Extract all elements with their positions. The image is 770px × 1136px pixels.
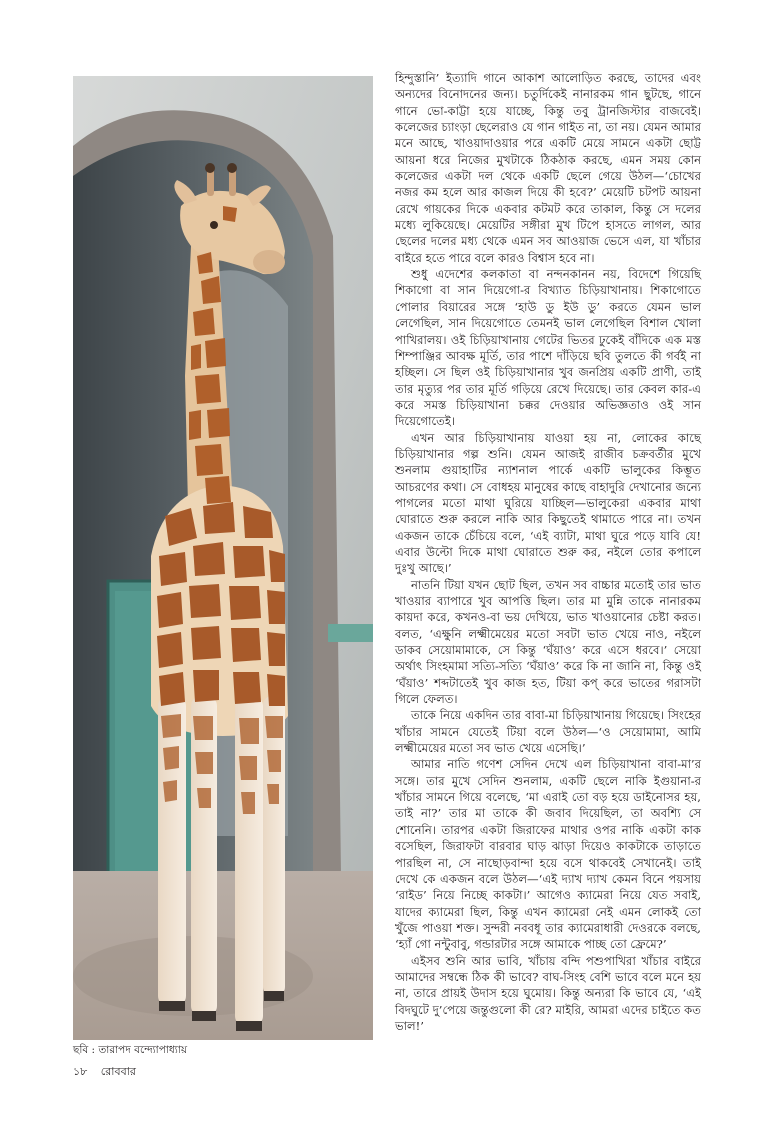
article-paragraph: শুধু এদেশের কলকাতা বা নন্দনকানন নয়, বিদেশে গিয়েছি শিকাগো বা সান দিয়েগো-র বিখ্যাত চিড়িয়াখানায়। শিকাগোতে পোলার বিয়ারের সঙ্গে ‘হাউ ডু ইউ ডু’ করতে যেমন ভাল লেগেছিল, সান দিয়েগোতে তেমনই ভাল লেগেছিল বিশাল খোলা পাখিরালয়। ওই চিড়িয়াখানায় গেটের ভিতর ঢুকেই বাঁদিকে এক মস্ত শিম্পাঞ্জির আবক্ষ মূর্তি, তার পাশে দাঁড়িয়ে ছবি তুলতে কী গর্বই না হচ্ছিল। সে ছিল ওই চিড়িয়াখানার খুব জনপ্রিয় একটি প্রাণী, তাই তার মৃত্যুর পর তার মূর্তি গড়িয়ে রেখে দিয়েছে। তার কেবল কার-এ করে সমস্ত চিড়িয়াখানা চক্কর দেওয়ার অভিজ্ঞতাও ওই সান দিয়েগোতেই। (395, 267, 701, 429)
article-paragraph: এখন আর চিড়িয়াখানায় যাওয়া হয় না, লোকের কাছে চিড়িয়াখানার গল্প শুনি। যেমন আজই রাজীব চক্রবর্তীর মুখে শুনলাম গুয়াহাটির ন্যাশনাল পার্কে একটি ভালুকের কিম্ভূত আচরণের কথা। সে বোধহয় মানুষের কাছে বাহাদুরি দেখানোর জন্যে পাগলের মতো মাথা ঘুরিয়ে যাচ্ছিল—ভালুকেরা একবার মাথা ঘোরাতে শুরু করলে নাকি আর কিছুতেই থামাতে পারে না। তখন একজন তাকে চেঁচিয়ে বলে, ‘এই ব্যাটা, মাথা ঘুরে পড়ে যাবি যে! এবার উল্টো দিকে মাথা ঘোরাতে শুরু কর, নইলে তোর কপালে দুঃখু আছে।’ (395, 430, 701, 576)
page-footer (73, 1063, 136, 1082)
page-number: ১৮ (73, 1065, 88, 1078)
photo-caption: ছবি : তারাপদ বন্দ্যোপাধ্যায় (73, 1044, 188, 1056)
giraffe-photo (73, 76, 373, 1040)
article-paragraph: তাকে নিয়ে একদিন তার বাবা-মা চিড়িয়াখানায় গিয়েছে। সিংহের খাঁচার সামনে যেতেই টিয়া বলে উঠল—‘ও সেয়োমামা, আমি লক্ষ্মীমেয়ের মতো সব ভাত খেয়ে এসেছি।’ (395, 708, 701, 756)
article-paragraph: হিন্দুস্তানি’ ইত্যাদি গানে আকাশ আলোড়িত করছে, তাদের এবং অন্যদের বিনোদনের জন্য। চতুর্দিকেই নানারকম গান ছুটছে, গানে গানে ভো-কাট্টা হয়ে যাচ্ছে, কিন্তু তবু ট্রানজিস্টার বাজবেই। কলেজের চ্যাংড়া ছেলেরাও যে গান গাইত না, তা নয়। যেমন আমার মনে আছে, খাওয়াদাওয়ার পরে একটি মেয়ে সামনে একটা ছোট্ট আয়না ধরে নিজের মুখটাকে ঠিকঠাক করছে, এমন সময় কোন কলেজের একটা দল থেকে একটি ছেলে গেয়ে উঠল—‘চোখের নজর কম হলে আর কাজল দিয়ে কী হবে?’ মেয়েটি চটপট আয়না রেখে গায়কের দিকে একবার কটমট করে তাকাল, কিন্তু সে দলের মধ্যে লুকিয়েছে। মেয়েটির সঙ্গীরা মুখ টিপে হাসতে লাগল, আর ছেলের দলের মধ্য থেকে এমন সব আওয়াজ ভেসে এল, যা খাঁচার বাইরে হতে পারে বলে কারও বিশ্বাস হবে না। (395, 71, 701, 265)
article-paragraph: এইসব শুনি আর ভাবি, খাঁচায় বন্দি পশুপাখিরা খাঁচার বাইরে আমাদের সম্বন্ধে ঠিক কী ভাবে? বাঘ-সিংহ বেশি ভাবে বলে মনে হয় না, তারে প্রায়ই উদাস হয়ে ঘুমোয়। কিন্তু অন্যরা কি ভাবে যে, ‘এই বিদঘুটে দু’পেয়ে জন্তুগুলো কী রে? মাইরি, আমরা এদের চাইতে কত ভাল!’ (395, 953, 701, 1033)
article-body (395, 70, 701, 1034)
magazine-name: রোববার (100, 1065, 136, 1078)
article-paragraph: আমার নাতি গণেশ সেদিন দেখে এল চিড়িয়াখানা বাবা-মা’র সঙ্গে। তার মুখে সেদিন শুনলাম, একটি ছেলে নাকি ইগুয়ানা-র খাঁচার সামনে গিয়ে বলেছে, ‘মা এরাই তো বড় হয়ে ডাইনোসর হয়, তাই না?’ তার মা তাকে কী জবাব দিয়েছিল, তা অবশ্যি সে শোনেনি। তারপর একটা জিরাফের মাথার ওপর নাকি একটা কাক বসেছিল, জিরাফটা বারবার ঘাড় ঝাড়া দিয়েও কাকটাকে তাড়াতে পারছিল না, সে নাছোড়বান্দা হয়ে বসে থাকবেই সেখানেই। তাই দেখে কে একজন বলে উঠল—‘এই দ্যাখ দ্যাখ কেমন বিনে পয়সায় ‘রাইড’ নিয়ে নিচ্ছে কাকটা।’ আগেও ক্যামেরা নিয়ে যেত সবাই, যাদের ক্যামেরা ছিল, কিন্তু এখন ক্যামেরা নেই এমন লোকই তো খুঁজে পাওয়া শক্ত। সুন্দরী নববধূ তার ক্যামেরাধারী দেওরকে বলছে, ‘হ্যাঁ গো নন্টুবাবু, গন্ডারটার সঙ্গে আমাকে পাচ্ছ তো ফ্রেমে?’ (395, 757, 701, 952)
article-paragraph: নাতনি টিয়া যখন ছোট ছিল, তখন সব বাচ্চার মতোই তার ভাত খাওয়ার ব্যাপারে খুব আপত্তি ছিল। তার মা মুন্নি তাকে নানারকম কায়দা করে, কখনও-বা ভয় দেখিয়ে, ভাত খাওয়ানোর চেষ্টা করত। বলত, ‘এক্ষুনি লক্ষ্মীমেয়ের মতো সবটা ভাত খেয়ে নাও, নইলে ডাকব সেয়োমামাকে, সে কিন্তু ‘ঘঁয়াও’ করে এসে ধরবে।’ সেয়ো অর্থাৎ সিংহমামা সত্যি-সত্যি ‘ঘঁয়াও’ করে কি না জানি না, কিন্তু ওই ‘ঘঁয়াও’ শব্দটাতেই খুব কাজ হত, টিয়া কপ্‌ করে ভাতের গরাসটা গিলে ফেলত। (395, 577, 701, 707)
